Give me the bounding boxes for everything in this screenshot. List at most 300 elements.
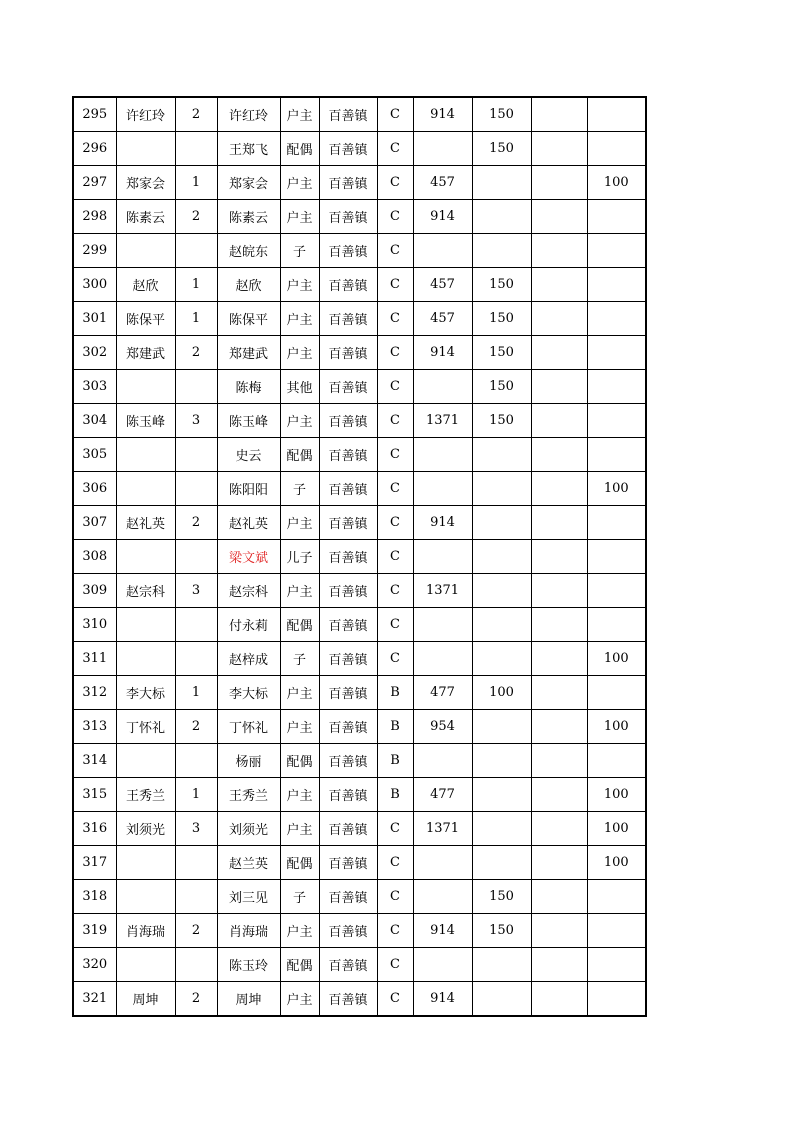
row-number-cell: 298 xyxy=(73,200,116,234)
extra-cell xyxy=(531,97,587,132)
subsidy-cell xyxy=(587,744,646,778)
member-count-cell: 2 xyxy=(175,506,217,540)
amount-cell: 1371 xyxy=(413,404,472,438)
row-number-cell: 317 xyxy=(73,846,116,880)
subsidy-cell xyxy=(587,404,646,438)
household-head-cell: 陈玉峰 xyxy=(116,404,175,438)
household-head-cell: 刘须光 xyxy=(116,812,175,846)
relation-cell: 子 xyxy=(280,234,319,268)
table-row xyxy=(73,778,646,812)
row-number-cell: 311 xyxy=(73,642,116,676)
member-name-cell: 丁怀礼 xyxy=(217,710,280,744)
member-count-cell: 2 xyxy=(175,914,217,948)
extra-cell xyxy=(531,404,587,438)
row-number-cell: 308 xyxy=(73,540,116,574)
allowance-cell: 150 xyxy=(472,336,531,370)
subsidy-cell xyxy=(587,880,646,914)
table-row xyxy=(73,948,646,982)
member-count-cell: 1 xyxy=(175,268,217,302)
grade-cell: C xyxy=(377,97,413,132)
row-number-cell: 301 xyxy=(73,302,116,336)
extra-cell xyxy=(531,302,587,336)
amount-cell xyxy=(413,948,472,982)
extra-cell xyxy=(531,676,587,710)
grade-cell: C xyxy=(377,370,413,404)
grade-cell: C xyxy=(377,948,413,982)
grade-cell: B xyxy=(377,778,413,812)
household-head-cell: 王秀兰 xyxy=(116,778,175,812)
extra-cell xyxy=(531,846,587,880)
member-count-cell xyxy=(175,642,217,676)
grade-cell: C xyxy=(377,880,413,914)
relation-cell: 户主 xyxy=(280,812,319,846)
extra-cell xyxy=(531,506,587,540)
subsidy-cell: 100 xyxy=(587,642,646,676)
member-count-cell: 3 xyxy=(175,404,217,438)
allowance-cell xyxy=(472,200,531,234)
row-number-cell: 312 xyxy=(73,676,116,710)
member-name-cell: 刘须光 xyxy=(217,812,280,846)
table-row xyxy=(73,132,646,166)
table-row xyxy=(73,336,646,370)
town-cell: 百善镇 xyxy=(319,97,377,132)
household-head-cell: 许红玲 xyxy=(116,97,175,132)
allowance-cell xyxy=(472,710,531,744)
subsidy-cell xyxy=(587,132,646,166)
member-count-cell: 2 xyxy=(175,97,217,132)
extra-cell xyxy=(531,880,587,914)
subsidy-cell xyxy=(587,268,646,302)
subsidy-cell: 100 xyxy=(587,812,646,846)
subsidy-cell xyxy=(587,914,646,948)
row-number-cell: 295 xyxy=(73,97,116,132)
member-count-cell xyxy=(175,608,217,642)
relation-cell: 户主 xyxy=(280,710,319,744)
subsidy-cell: 100 xyxy=(587,846,646,880)
amount-cell: 914 xyxy=(413,97,472,132)
household-head-cell xyxy=(116,472,175,506)
member-name-cell: 赵兰英 xyxy=(217,846,280,880)
town-cell: 百善镇 xyxy=(319,336,377,370)
amount-cell: 914 xyxy=(413,506,472,540)
member-count-cell xyxy=(175,472,217,506)
member-count-cell xyxy=(175,880,217,914)
member-count-cell: 2 xyxy=(175,710,217,744)
row-number-cell: 297 xyxy=(73,166,116,200)
table-row xyxy=(73,370,646,404)
grade-cell: C xyxy=(377,982,413,1017)
extra-cell xyxy=(531,982,587,1017)
household-head-cell xyxy=(116,608,175,642)
member-count-cell xyxy=(175,370,217,404)
row-number-cell: 304 xyxy=(73,404,116,438)
allowance-cell xyxy=(472,744,531,778)
table-row xyxy=(73,608,646,642)
member-name-cell: 杨丽 xyxy=(217,744,280,778)
town-cell: 百善镇 xyxy=(319,404,377,438)
allowance-cell: 150 xyxy=(472,302,531,336)
allowance-cell xyxy=(472,506,531,540)
grade-cell: C xyxy=(377,302,413,336)
allowance-cell xyxy=(472,574,531,608)
grade-cell: C xyxy=(377,404,413,438)
household-head-cell: 肖海瑞 xyxy=(116,914,175,948)
household-head-cell: 周坤 xyxy=(116,982,175,1017)
allowance-cell xyxy=(472,846,531,880)
relation-cell: 配偶 xyxy=(280,948,319,982)
household-head-cell: 陈素云 xyxy=(116,200,175,234)
town-cell: 百善镇 xyxy=(319,710,377,744)
member-count-cell xyxy=(175,948,217,982)
grade-cell: C xyxy=(377,608,413,642)
table-row xyxy=(73,438,646,472)
subsidy-cell: 100 xyxy=(587,166,646,200)
town-cell: 百善镇 xyxy=(319,914,377,948)
table-row xyxy=(73,166,646,200)
row-number-cell: 306 xyxy=(73,472,116,506)
grade-cell: C xyxy=(377,642,413,676)
allowance-cell: 100 xyxy=(472,676,531,710)
town-cell: 百善镇 xyxy=(319,234,377,268)
subsidy-cell xyxy=(587,438,646,472)
member-count-cell xyxy=(175,132,217,166)
grade-cell: B xyxy=(377,710,413,744)
allowance-cell: 150 xyxy=(472,914,531,948)
member-name-cell: 陈梅 xyxy=(217,370,280,404)
extra-cell xyxy=(531,200,587,234)
amount-cell: 914 xyxy=(413,982,472,1017)
allowance-cell xyxy=(472,982,531,1017)
household-head-cell: 丁怀礼 xyxy=(116,710,175,744)
grade-cell: C xyxy=(377,132,413,166)
member-name-cell: 王秀兰 xyxy=(217,778,280,812)
town-cell: 百善镇 xyxy=(319,574,377,608)
row-number-cell: 318 xyxy=(73,880,116,914)
table-row xyxy=(73,97,646,132)
extra-cell xyxy=(531,540,587,574)
town-cell: 百善镇 xyxy=(319,812,377,846)
table-row xyxy=(73,234,646,268)
extra-cell xyxy=(531,948,587,982)
relation-cell: 户主 xyxy=(280,336,319,370)
household-head-cell xyxy=(116,370,175,404)
allowance-cell xyxy=(472,608,531,642)
member-name-cell: 史云 xyxy=(217,438,280,472)
row-number-cell: 314 xyxy=(73,744,116,778)
household-head-cell xyxy=(116,438,175,472)
row-number-cell: 315 xyxy=(73,778,116,812)
household-table xyxy=(72,96,647,1017)
grade-cell: C xyxy=(377,438,413,472)
extra-cell xyxy=(531,132,587,166)
member-count-cell: 3 xyxy=(175,812,217,846)
town-cell: 百善镇 xyxy=(319,846,377,880)
member-count-cell: 2 xyxy=(175,336,217,370)
row-number-cell: 320 xyxy=(73,948,116,982)
relation-cell: 户主 xyxy=(280,914,319,948)
extra-cell xyxy=(531,710,587,744)
member-name-cell: 陈保平 xyxy=(217,302,280,336)
town-cell: 百善镇 xyxy=(319,438,377,472)
amount-cell xyxy=(413,880,472,914)
household-head-cell: 赵欣 xyxy=(116,268,175,302)
household-head-cell: 陈保平 xyxy=(116,302,175,336)
table-row xyxy=(73,268,646,302)
extra-cell xyxy=(531,370,587,404)
household-head-cell: 赵宗科 xyxy=(116,574,175,608)
allowance-cell xyxy=(472,642,531,676)
grade-cell: B xyxy=(377,676,413,710)
row-number-cell: 299 xyxy=(73,234,116,268)
relation-cell: 户主 xyxy=(280,404,319,438)
extra-cell xyxy=(531,234,587,268)
table-row xyxy=(73,982,646,1017)
town-cell: 百善镇 xyxy=(319,166,377,200)
member-count-cell: 2 xyxy=(175,982,217,1017)
subsidy-cell xyxy=(587,234,646,268)
household-head-cell: 郑建武 xyxy=(116,336,175,370)
amount-cell: 457 xyxy=(413,302,472,336)
relation-cell: 配偶 xyxy=(280,438,319,472)
relation-cell: 配偶 xyxy=(280,608,319,642)
subsidy-cell xyxy=(587,302,646,336)
table-row xyxy=(73,404,646,438)
town-cell: 百善镇 xyxy=(319,132,377,166)
table-row xyxy=(73,642,646,676)
member-name-cell: 李大标 xyxy=(217,676,280,710)
row-number-cell: 303 xyxy=(73,370,116,404)
relation-cell: 户主 xyxy=(280,200,319,234)
extra-cell xyxy=(531,438,587,472)
row-number-cell: 309 xyxy=(73,574,116,608)
relation-cell: 户主 xyxy=(280,97,319,132)
subsidy-cell: 100 xyxy=(587,778,646,812)
grade-cell: C xyxy=(377,846,413,880)
member-name-cell: 陈玉峰 xyxy=(217,404,280,438)
town-cell: 百善镇 xyxy=(319,506,377,540)
row-number-cell: 319 xyxy=(73,914,116,948)
subsidy-cell xyxy=(587,948,646,982)
amount-cell: 954 xyxy=(413,710,472,744)
member-name-cell: 赵梓成 xyxy=(217,642,280,676)
member-count-cell: 1 xyxy=(175,166,217,200)
grade-cell: C xyxy=(377,268,413,302)
member-count-cell: 3 xyxy=(175,574,217,608)
member-name-cell: 赵欣 xyxy=(217,268,280,302)
amount-cell: 914 xyxy=(413,914,472,948)
extra-cell xyxy=(531,642,587,676)
member-count-cell xyxy=(175,846,217,880)
row-number-cell: 321 xyxy=(73,982,116,1017)
amount-cell: 914 xyxy=(413,336,472,370)
member-name-cell: 刘三见 xyxy=(217,880,280,914)
household-head-cell: 李大标 xyxy=(116,676,175,710)
extra-cell xyxy=(531,914,587,948)
household-head-cell xyxy=(116,132,175,166)
member-name-cell: 陈玉玲 xyxy=(217,948,280,982)
relation-cell: 户主 xyxy=(280,166,319,200)
allowance-cell xyxy=(472,438,531,472)
household-head-cell xyxy=(116,234,175,268)
member-count-cell: 1 xyxy=(175,302,217,336)
grade-cell: C xyxy=(377,234,413,268)
row-number-cell: 305 xyxy=(73,438,116,472)
relation-cell: 其他 xyxy=(280,370,319,404)
relation-cell: 配偶 xyxy=(280,846,319,880)
town-cell: 百善镇 xyxy=(319,948,377,982)
allowance-cell xyxy=(472,472,531,506)
table-row xyxy=(73,812,646,846)
amount-cell: 1371 xyxy=(413,574,472,608)
relation-cell: 子 xyxy=(280,880,319,914)
grade-cell: C xyxy=(377,200,413,234)
subsidy-cell xyxy=(587,608,646,642)
member-name-cell: 郑家会 xyxy=(217,166,280,200)
subsidy-cell: 100 xyxy=(587,472,646,506)
grade-cell: C xyxy=(377,914,413,948)
subsidy-cell xyxy=(587,574,646,608)
member-name-cell: 付永莉 xyxy=(217,608,280,642)
relation-cell: 子 xyxy=(280,472,319,506)
grade-cell: C xyxy=(377,472,413,506)
row-number-cell: 307 xyxy=(73,506,116,540)
grade-cell: C xyxy=(377,506,413,540)
amount-cell xyxy=(413,846,472,880)
amount-cell xyxy=(413,132,472,166)
amount-cell: 477 xyxy=(413,676,472,710)
town-cell: 百善镇 xyxy=(319,608,377,642)
subsidy-cell xyxy=(587,676,646,710)
town-cell: 百善镇 xyxy=(319,200,377,234)
amount-cell: 914 xyxy=(413,200,472,234)
table-row xyxy=(73,846,646,880)
town-cell: 百善镇 xyxy=(319,540,377,574)
allowance-cell xyxy=(472,234,531,268)
allowance-cell: 150 xyxy=(472,97,531,132)
extra-cell xyxy=(531,812,587,846)
allowance-cell xyxy=(472,812,531,846)
subsidy-cell xyxy=(587,982,646,1017)
household-head-cell: 郑家会 xyxy=(116,166,175,200)
table-row xyxy=(73,880,646,914)
member-name-cell: 王郑飞 xyxy=(217,132,280,166)
subsidy-cell xyxy=(587,506,646,540)
household-head-cell xyxy=(116,948,175,982)
member-name-cell: 许红玲 xyxy=(217,97,280,132)
row-number-cell: 310 xyxy=(73,608,116,642)
town-cell: 百善镇 xyxy=(319,472,377,506)
allowance-cell: 150 xyxy=(472,404,531,438)
member-name-cell: 赵礼英 xyxy=(217,506,280,540)
member-name-cell: 郑建武 xyxy=(217,336,280,370)
table-row xyxy=(73,540,646,574)
household-head-cell xyxy=(116,744,175,778)
amount-cell: 477 xyxy=(413,778,472,812)
table-row xyxy=(73,574,646,608)
subsidy-cell xyxy=(587,336,646,370)
member-name-cell: 肖海瑞 xyxy=(217,914,280,948)
table-row xyxy=(73,676,646,710)
town-cell: 百善镇 xyxy=(319,778,377,812)
grade-cell: C xyxy=(377,540,413,574)
extra-cell xyxy=(531,778,587,812)
allowance-cell xyxy=(472,166,531,200)
table-row xyxy=(73,914,646,948)
town-cell: 百善镇 xyxy=(319,744,377,778)
allowance-cell xyxy=(472,540,531,574)
town-cell: 百善镇 xyxy=(319,982,377,1017)
relation-cell: 配偶 xyxy=(280,744,319,778)
member-name-cell: 梁文斌 xyxy=(217,540,280,574)
amount-cell xyxy=(413,438,472,472)
relation-cell: 户主 xyxy=(280,778,319,812)
town-cell: 百善镇 xyxy=(319,642,377,676)
table-row xyxy=(73,744,646,778)
town-cell: 百善镇 xyxy=(319,880,377,914)
row-number-cell: 316 xyxy=(73,812,116,846)
member-name-cell: 陈阳阳 xyxy=(217,472,280,506)
extra-cell xyxy=(531,336,587,370)
member-name-cell: 陈素云 xyxy=(217,200,280,234)
town-cell: 百善镇 xyxy=(319,302,377,336)
extra-cell xyxy=(531,268,587,302)
row-number-cell: 302 xyxy=(73,336,116,370)
extra-cell xyxy=(531,608,587,642)
grade-cell: C xyxy=(377,166,413,200)
amount-cell xyxy=(413,608,472,642)
member-name-cell: 赵宗科 xyxy=(217,574,280,608)
member-count-cell: 1 xyxy=(175,778,217,812)
member-count-cell xyxy=(175,438,217,472)
amount-cell xyxy=(413,370,472,404)
amount-cell: 457 xyxy=(413,268,472,302)
amount-cell: 457 xyxy=(413,166,472,200)
grade-cell: B xyxy=(377,744,413,778)
row-number-cell: 300 xyxy=(73,268,116,302)
member-count-cell xyxy=(175,540,217,574)
relation-cell: 配偶 xyxy=(280,132,319,166)
member-name-cell: 周坤 xyxy=(217,982,280,1017)
member-count-cell xyxy=(175,744,217,778)
amount-cell xyxy=(413,744,472,778)
table-row xyxy=(73,200,646,234)
grade-cell: C xyxy=(377,574,413,608)
member-count-cell: 2 xyxy=(175,200,217,234)
amount-cell xyxy=(413,234,472,268)
extra-cell xyxy=(531,166,587,200)
town-cell: 百善镇 xyxy=(319,370,377,404)
household-head-cell xyxy=(116,642,175,676)
household-head-cell xyxy=(116,880,175,914)
relation-cell: 户主 xyxy=(280,676,319,710)
table-row xyxy=(73,302,646,336)
row-number-cell: 296 xyxy=(73,132,116,166)
amount-cell xyxy=(413,472,472,506)
allowance-cell xyxy=(472,948,531,982)
amount-cell xyxy=(413,540,472,574)
allowance-cell: 150 xyxy=(472,370,531,404)
subsidy-cell xyxy=(587,370,646,404)
member-count-cell: 1 xyxy=(175,676,217,710)
town-cell: 百善镇 xyxy=(319,268,377,302)
extra-cell xyxy=(531,744,587,778)
subsidy-cell xyxy=(587,200,646,234)
relation-cell: 户主 xyxy=(280,302,319,336)
household-head-cell xyxy=(116,846,175,880)
allowance-cell: 150 xyxy=(472,268,531,302)
subsidy-cell xyxy=(587,540,646,574)
allowance-cell: 150 xyxy=(472,132,531,166)
